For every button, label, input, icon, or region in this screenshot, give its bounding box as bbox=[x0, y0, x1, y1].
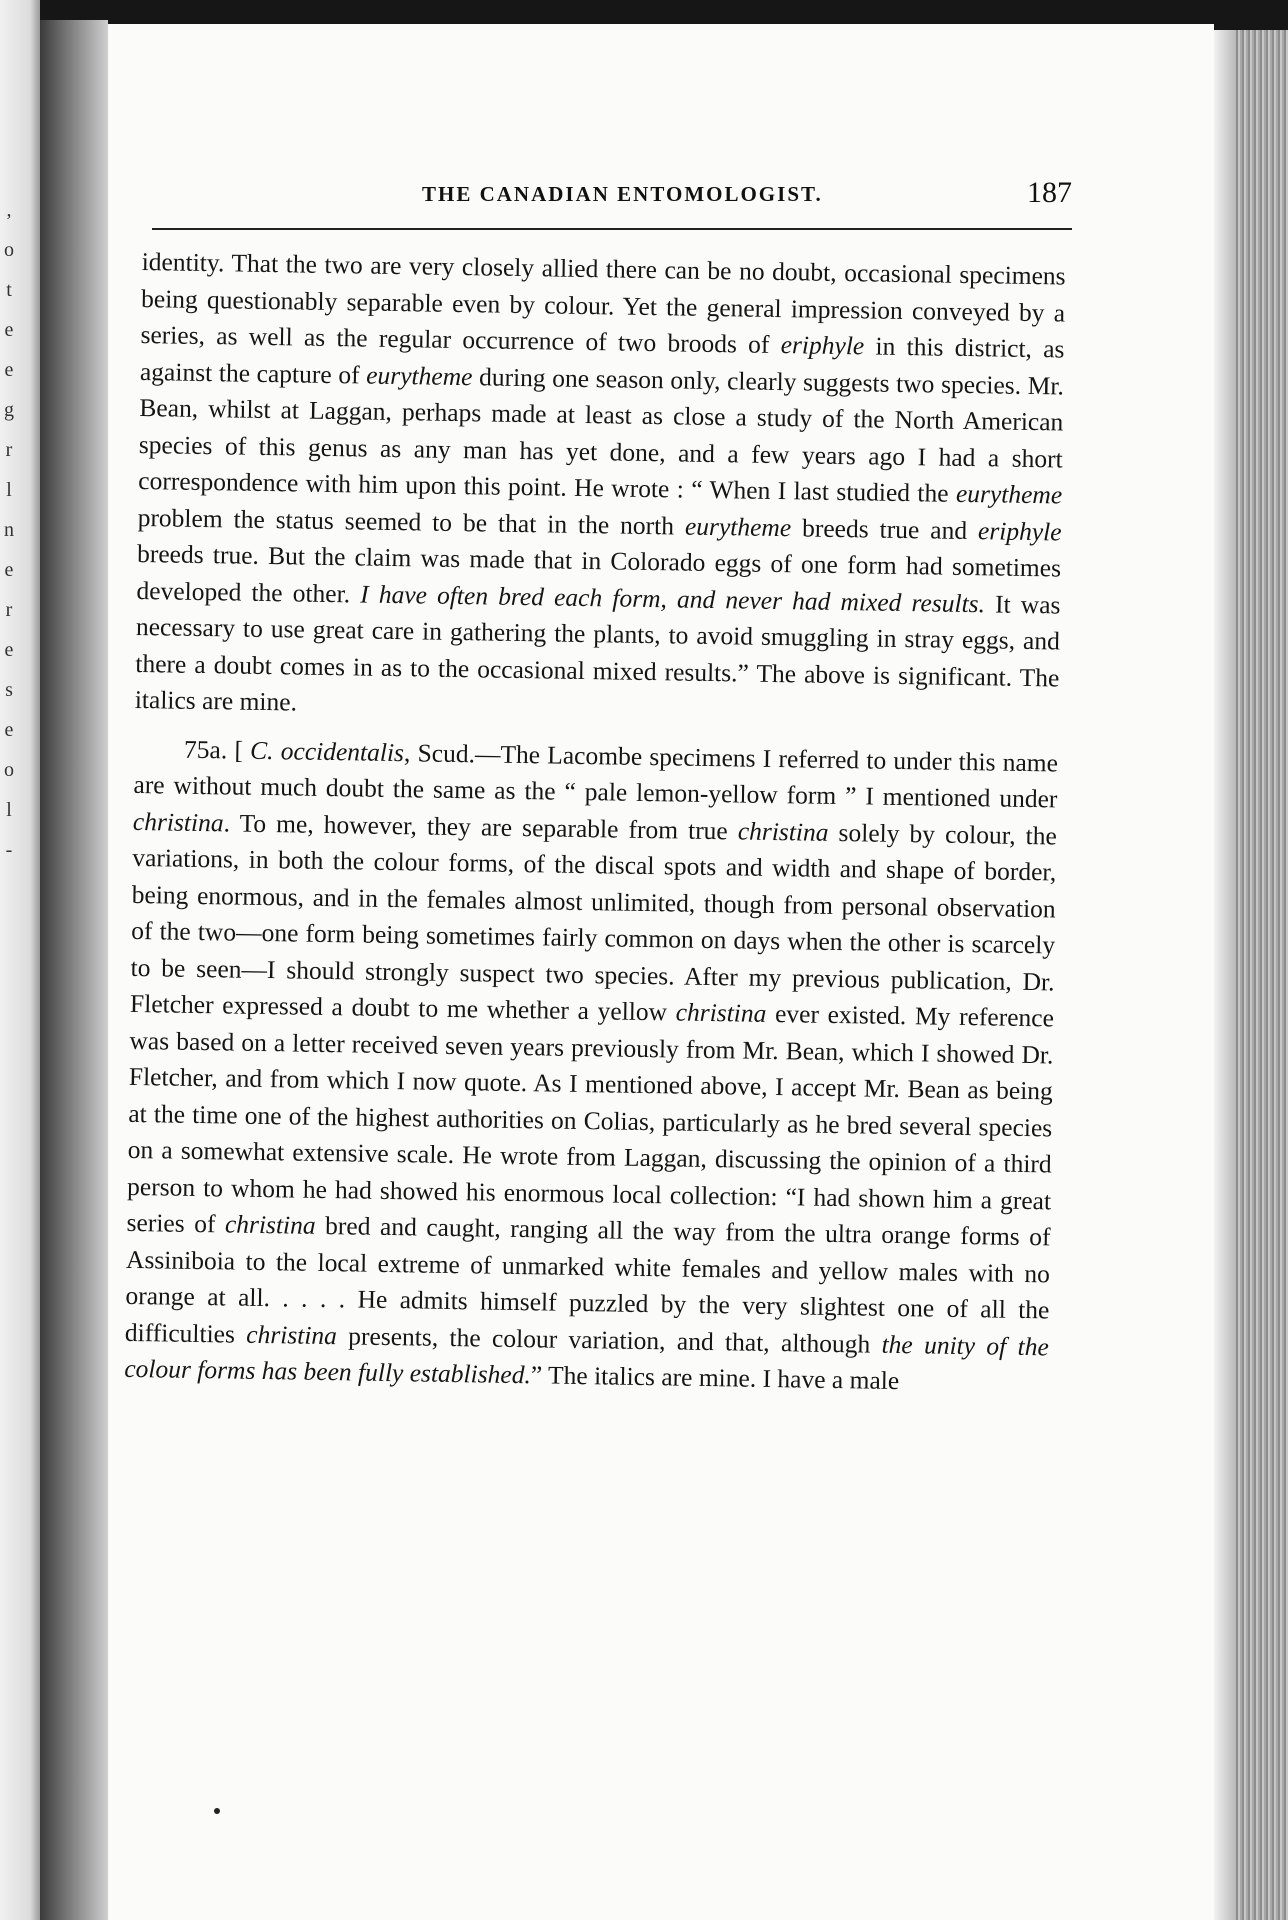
facing-page-fragment: e bbox=[4, 359, 14, 381]
italic-run: eurytheme bbox=[366, 360, 473, 391]
text-run: problem the status seemed to be that in the north bbox=[137, 502, 686, 541]
italic-run: eriphyle bbox=[780, 330, 865, 361]
text-run: ever existed. My reference was based on a letter received seven years previously from Mr. Bean, which I showed Dr. Fletcher, and from which I now quote. As I mentioned above, I accept Mr. Bean as being at the time one of the highest authorities on Colias, particularly as he bred several species on a somewhat extensive scale. He wrote from Laggan, discussing the opinion of a third person to whom he had showed his enormous local collection: “I had shown him a great series of bbox=[126, 998, 1055, 1239]
text-run: It was necessary to use great care in gathering the plants, to avoid smuggling in stray eggs, and there a doubt comes in as to the occasional mixed results.” The above is significant. The italics are mine. bbox=[134, 588, 1061, 717]
italic-run: christina bbox=[224, 1209, 316, 1240]
italic-run: christina bbox=[675, 997, 767, 1028]
text-run: presents, the colour variation, and that, although bbox=[336, 1320, 882, 1359]
facing-page-fragment: o bbox=[4, 239, 14, 261]
text-run: breeds true. But the claim was made that in Colorado eggs of one form had sometimes developed the other. bbox=[136, 538, 1062, 608]
text-run: bred and caught, ranging all the way from the ultra orange forms of Assiniboia to the local extreme of unmarked white females and yellow males with no orange at all. . . . . He admits himself puzzled by the very slightest one of all the difficulties bbox=[124, 1210, 1051, 1349]
page-number: 187 bbox=[1027, 176, 1072, 209]
book-page-stack bbox=[1236, 30, 1288, 1920]
italic-run: christina bbox=[246, 1319, 338, 1350]
italic-run: I have often bred each form, and never had mixed results. bbox=[359, 578, 986, 618]
text-run: in this district, as against the capture of bbox=[139, 331, 1065, 390]
page-header bbox=[152, 176, 1072, 230]
text-run: breeds true and bbox=[790, 512, 979, 545]
text-run: . To me, however, they are separable from true bbox=[223, 807, 739, 845]
facing-page-fragment: t bbox=[6, 279, 12, 301]
italic-run: the unity of the colour forms has been fully established. bbox=[124, 1329, 1050, 1390]
body-text bbox=[124, 244, 1066, 1402]
facing-page-fragment: e bbox=[4, 319, 14, 341]
italic-run: eurytheme bbox=[684, 511, 792, 542]
facing-page-fragment: r bbox=[5, 599, 13, 621]
text-run: during one season only, clearly suggests two species. Mr. Bean, whilst at Laggan, perhaps made at least as close a study of the North American species of this genus as any man has yet done, and a few years ago I had a short correspondence with him upon this point. He wrote : “ When I last studied the bbox=[138, 361, 1065, 508]
italic-run: eurytheme bbox=[955, 478, 1063, 510]
italic-run: christina bbox=[737, 815, 829, 847]
book-gutter bbox=[40, 20, 108, 1920]
italic-run: C. occidentalis bbox=[249, 735, 405, 767]
facing-page-fragment: s bbox=[5, 679, 13, 701]
facing-page-fragment: n bbox=[4, 519, 14, 541]
text-run: identity. That the two are very closely allied there can be no doubt, occasional specimens being questionably separable even by colour. Yet the general impression conveyed by a series, as well as the regular occurrence of two broods of bbox=[140, 246, 1066, 360]
page-edge-shadow bbox=[1214, 30, 1236, 1920]
facing-page-fragment: e bbox=[4, 719, 14, 741]
stray-ink-dot bbox=[214, 1808, 220, 1814]
text-run: 75a. [ bbox=[183, 734, 251, 765]
running-head: THE CANADIAN ENTOMOLOGIST. bbox=[422, 182, 823, 206]
italic-run: christina bbox=[132, 806, 224, 837]
italic-run: eriphyle bbox=[977, 515, 1062, 546]
facing-page-fragment: , bbox=[6, 199, 12, 221]
text-run: , Scud.—The Lacombe specimens I referred to under this name are without much doubt the same as the “ pale lemon-yellow form ” I mentioned under bbox=[133, 737, 1059, 814]
facing-page-fragment: - bbox=[5, 839, 13, 861]
paragraph-1 bbox=[135, 244, 1066, 733]
facing-page-fragment: g bbox=[4, 399, 14, 421]
facing-page-fragment: o bbox=[4, 759, 14, 781]
paragraph-2 bbox=[124, 730, 1058, 1401]
facing-page-fragment: r bbox=[5, 439, 13, 461]
facing-page-fragment: l bbox=[6, 799, 12, 821]
facing-page-fragment: l bbox=[6, 479, 12, 501]
facing-page-fragment: e bbox=[4, 639, 14, 661]
facing-page-text-fragments bbox=[0, 190, 18, 870]
facing-page-fragment: e bbox=[4, 559, 14, 581]
text-run: ” The italics are mine. I have a male bbox=[530, 1360, 900, 1396]
facing-page-edge bbox=[0, 0, 40, 1920]
text-run: solely by colour, the variations, in both the colour forms, of the discal spots and width and shape of border, being enormous, and in the females almost unlimited, though from personal observation of the two—one form being sometimes fairly common on days when the other is scarcely to be seen—I should strongly suspect two species. After my previous publication, Dr. Fletcher expressed a doubt to me whether a yellow bbox=[129, 817, 1058, 1027]
